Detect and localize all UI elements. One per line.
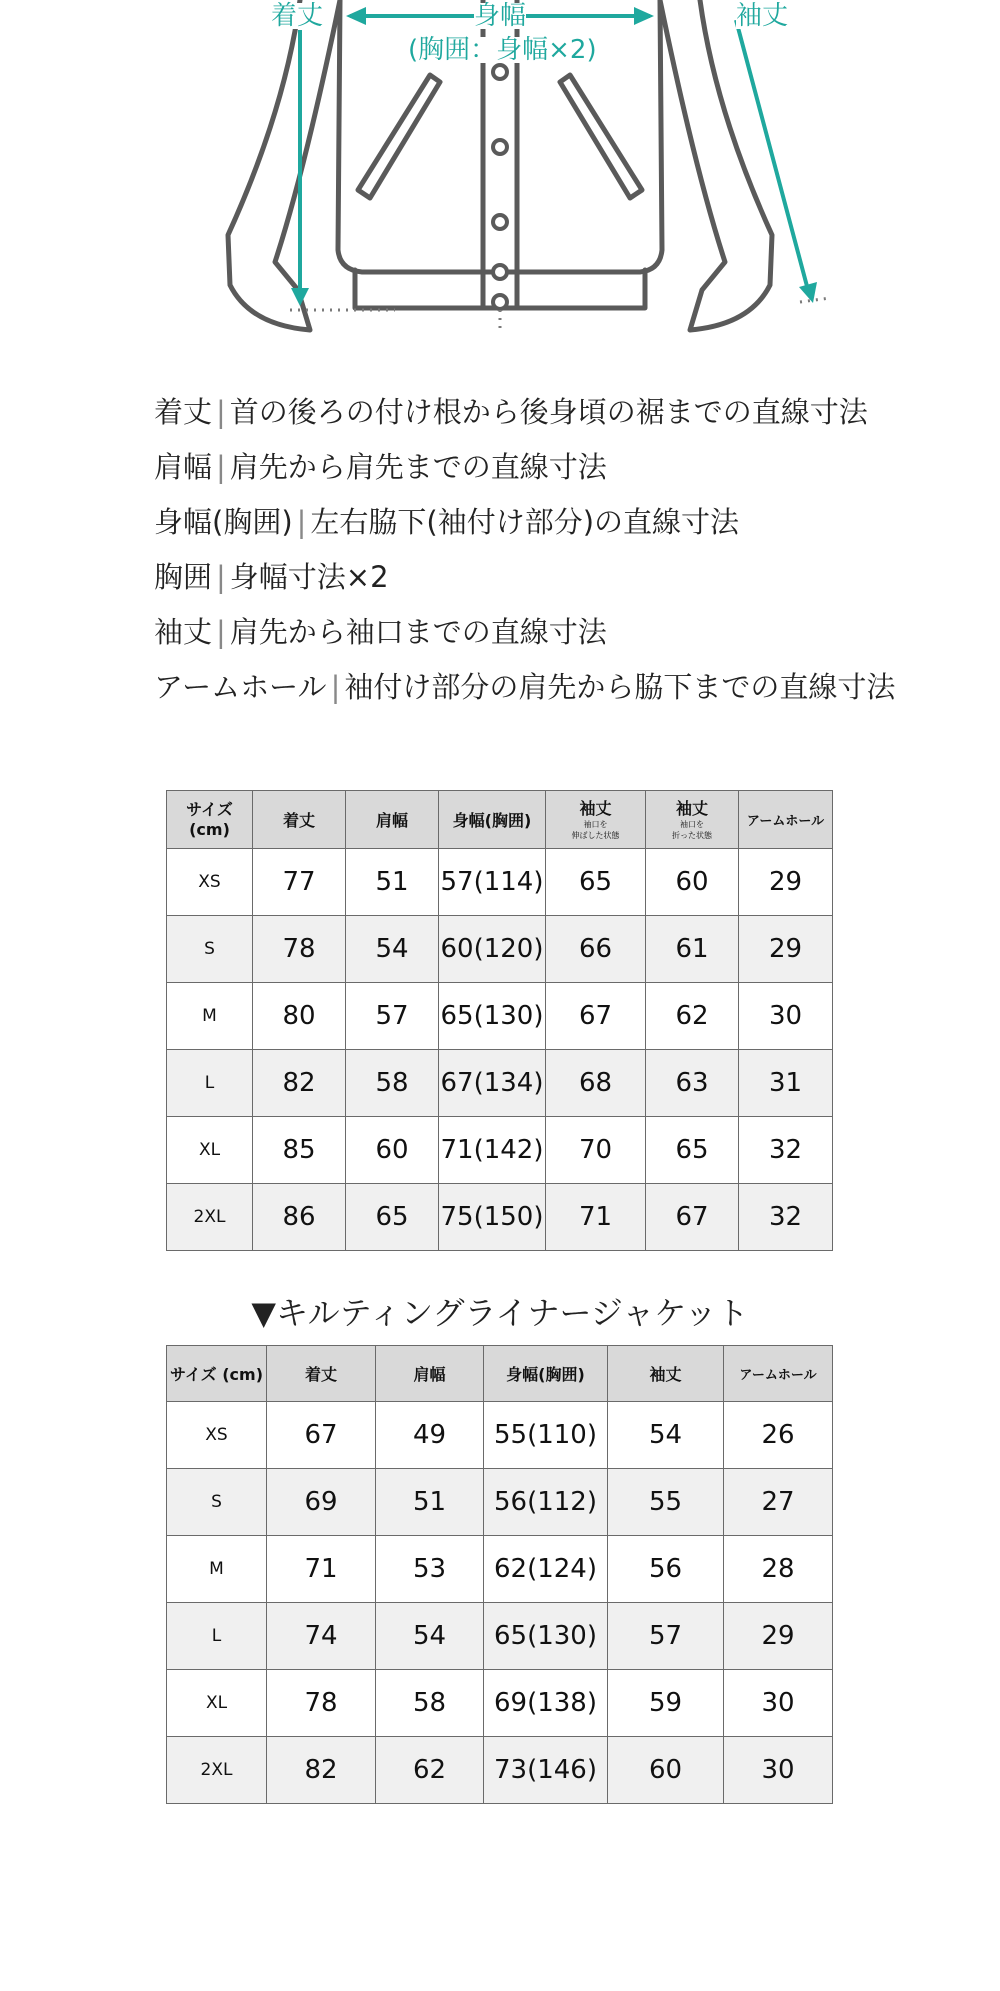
body-width-cell: 65(130)	[484, 1603, 608, 1670]
size-cell: XS	[167, 849, 253, 916]
sleeve-extended-cell: 67	[546, 983, 646, 1050]
definition-separator: |	[216, 615, 226, 649]
definition-desc: 肩先から袖口までの直線寸法	[229, 615, 607, 649]
header-body-width: 身幅(胸囲)	[484, 1346, 608, 1402]
length-cell: 78	[267, 1670, 376, 1737]
sleeve-cell: 56	[608, 1536, 724, 1603]
definition-desc: 首の後ろの付け根から後身頃の裾までの直線寸法	[229, 395, 868, 429]
body-width-cell: 56(112)	[484, 1469, 608, 1536]
sleeve-folded-cell: 65	[646, 1117, 739, 1184]
body-width-cell: 57(114)	[439, 849, 546, 916]
armhole-cell: 30	[724, 1737, 833, 1804]
left-pocket	[358, 75, 440, 198]
shoulder-cell: 51	[346, 849, 439, 916]
length-cell: 82	[267, 1737, 376, 1804]
definition-term: 胸囲	[154, 560, 213, 594]
header-size: サイズ (cm)	[167, 791, 253, 849]
size-cell: XL	[167, 1670, 267, 1737]
definition-separator: |	[216, 560, 226, 594]
sleeve-label: 袖丈	[736, 1, 789, 31]
definition-item	[154, 440, 974, 495]
body-width-cell: 75(150)	[439, 1184, 546, 1251]
length-cell: 67	[267, 1402, 376, 1469]
definition-term: 身幅(胸囲)	[154, 505, 293, 539]
table-header-row	[167, 1346, 833, 1402]
header-size: サイズ (cm)	[167, 1346, 267, 1402]
table-row	[167, 1402, 833, 1469]
body-width-cell: 60(120)	[439, 916, 546, 983]
body-width-cell: 73(146)	[484, 1737, 608, 1804]
size-cell: XS	[167, 1402, 267, 1469]
shoulder-cell: 54	[346, 916, 439, 983]
definition-term: アームホール	[154, 670, 327, 704]
size-cell: XL	[167, 1117, 253, 1184]
shoulder-cell: 65	[346, 1184, 439, 1251]
sleeve-folded-cell: 67	[646, 1184, 739, 1251]
definition-separator: |	[216, 395, 226, 429]
armhole-cell: 32	[739, 1184, 833, 1251]
body-width-cell: 69(138)	[484, 1670, 608, 1737]
size-cell: 2XL	[167, 1737, 267, 1804]
table-row	[167, 916, 833, 983]
size-cell: 2XL	[167, 1184, 253, 1251]
shoulder-cell: 58	[346, 1050, 439, 1117]
jacket-measurement-diagram	[0, 0, 1000, 340]
right-sleeve-outline	[660, 0, 772, 330]
header-armhole: アームホール	[739, 791, 833, 849]
length-cell: 82	[253, 1050, 346, 1117]
definition-item	[154, 385, 974, 440]
body-width-cell: 62(124)	[484, 1536, 608, 1603]
body-width-cell: 65(130)	[439, 983, 546, 1050]
sleeve-folded-cell: 61	[646, 916, 739, 983]
header-body-width: 身幅(胸囲)	[439, 791, 546, 849]
header-length: 着丈	[253, 791, 346, 849]
header-sleeve-folded: 袖丈 袖口を 折った状態	[646, 791, 739, 849]
armhole-cell: 28	[724, 1536, 833, 1603]
armhole-cell: 30	[724, 1670, 833, 1737]
header-sleeve-extended: 袖丈 袖口を 伸ばした状態	[546, 791, 646, 849]
body-width-label: 身幅	[474, 1, 527, 31]
sleeve-cell: 60	[608, 1737, 724, 1804]
size-table-jacket	[166, 790, 833, 1251]
header-shoulder: 肩幅	[346, 791, 439, 849]
definition-desc: 左右脇下(袖付け部分)の直線寸法	[310, 505, 740, 539]
armhole-cell: 29	[724, 1603, 833, 1670]
sleeve-folded-cell: 60	[646, 849, 739, 916]
definition-desc: 袖付け部分の肩先から脇下までの直線寸法	[344, 670, 896, 704]
shoulder-cell: 57	[346, 983, 439, 1050]
definition-term: 袖丈	[154, 615, 213, 649]
sleeve-extended-cell: 68	[546, 1050, 646, 1117]
sleeve-folded-cell: 62	[646, 983, 739, 1050]
length-cell: 78	[253, 916, 346, 983]
definition-term: 着丈	[154, 395, 213, 429]
table-row	[167, 983, 833, 1050]
left-sleeve-outline	[228, 0, 340, 330]
armhole-cell: 27	[724, 1469, 833, 1536]
header-sleeve: 袖丈	[608, 1346, 724, 1402]
sleeve-extended-cell: 70	[546, 1117, 646, 1184]
definition-desc: 肩先から肩先までの直線寸法	[229, 450, 607, 484]
table-row	[167, 1117, 833, 1184]
definition-separator: |	[216, 450, 226, 484]
length-cell: 80	[253, 983, 346, 1050]
table-row	[167, 1469, 833, 1536]
measurement-definitions	[154, 385, 974, 715]
size-cell: M	[167, 983, 253, 1050]
definition-desc: 身幅寸法×2	[229, 560, 389, 594]
sleeve-folded-cell: 63	[646, 1050, 739, 1117]
length-cell: 77	[253, 849, 346, 916]
length-cell: 69	[267, 1469, 376, 1536]
shoulder-cell: 49	[376, 1402, 484, 1469]
table-row	[167, 1184, 833, 1251]
armhole-cell: 29	[739, 849, 833, 916]
armhole-cell: 26	[724, 1402, 833, 1469]
size-cell: L	[167, 1050, 253, 1117]
definition-item	[154, 550, 974, 605]
header-armhole: アームホール	[724, 1346, 833, 1402]
buttons	[493, 65, 507, 309]
table-row	[167, 1670, 833, 1737]
body-width-cell: 71(142)	[439, 1117, 546, 1184]
size-cell: S	[167, 916, 253, 983]
shoulder-cell: 54	[376, 1603, 484, 1670]
definition-item	[154, 495, 974, 550]
definition-separator: |	[296, 505, 307, 539]
sleeve-extended-cell: 71	[546, 1184, 646, 1251]
section-title-quilting-liner: ▼キルティングライナージャケット	[251, 1294, 749, 1332]
armhole-cell: 29	[739, 916, 833, 983]
size-cell: L	[167, 1603, 267, 1670]
sleeve-cell: 54	[608, 1402, 724, 1469]
body-width-cell: 55(110)	[484, 1402, 608, 1469]
shoulder-cell: 62	[376, 1737, 484, 1804]
definition-term: 肩幅	[154, 450, 213, 484]
sleeve-extended-cell: 65	[546, 849, 646, 916]
header-length: 着丈	[267, 1346, 376, 1402]
sleeve-cell: 59	[608, 1670, 724, 1737]
length-cell: 71	[267, 1536, 376, 1603]
definition-item	[154, 660, 974, 715]
sleeve-cell: 57	[608, 1603, 724, 1670]
size-cell: S	[167, 1469, 267, 1536]
shoulder-cell: 60	[346, 1117, 439, 1184]
definition-separator: |	[330, 670, 341, 704]
table-header-row	[167, 791, 833, 849]
header-shoulder: 肩幅	[376, 1346, 484, 1402]
armhole-cell: 30	[739, 983, 833, 1050]
table-row	[167, 849, 833, 916]
right-pocket	[560, 75, 642, 198]
table-row	[167, 1603, 833, 1670]
table-row	[167, 1737, 833, 1804]
length-label: 着丈	[271, 1, 324, 31]
shoulder-cell: 53	[376, 1536, 484, 1603]
shoulder-cell: 58	[376, 1670, 484, 1737]
armhole-cell: 32	[739, 1117, 833, 1184]
size-table-quilting-liner	[166, 1345, 833, 1804]
length-cell: 74	[267, 1603, 376, 1670]
sleeve-extended-cell: 66	[546, 916, 646, 983]
length-cell: 85	[253, 1117, 346, 1184]
armhole-cell: 31	[739, 1050, 833, 1117]
chest-note-label: (胸囲：身幅×2)	[408, 35, 597, 65]
size-cell: M	[167, 1536, 267, 1603]
definition-item	[154, 605, 974, 660]
length-cell: 86	[253, 1184, 346, 1251]
table-row	[167, 1050, 833, 1117]
sleeve-cell: 55	[608, 1469, 724, 1536]
shoulder-cell: 51	[376, 1469, 484, 1536]
body-width-cell: 67(134)	[439, 1050, 546, 1117]
table-row	[167, 1536, 833, 1603]
